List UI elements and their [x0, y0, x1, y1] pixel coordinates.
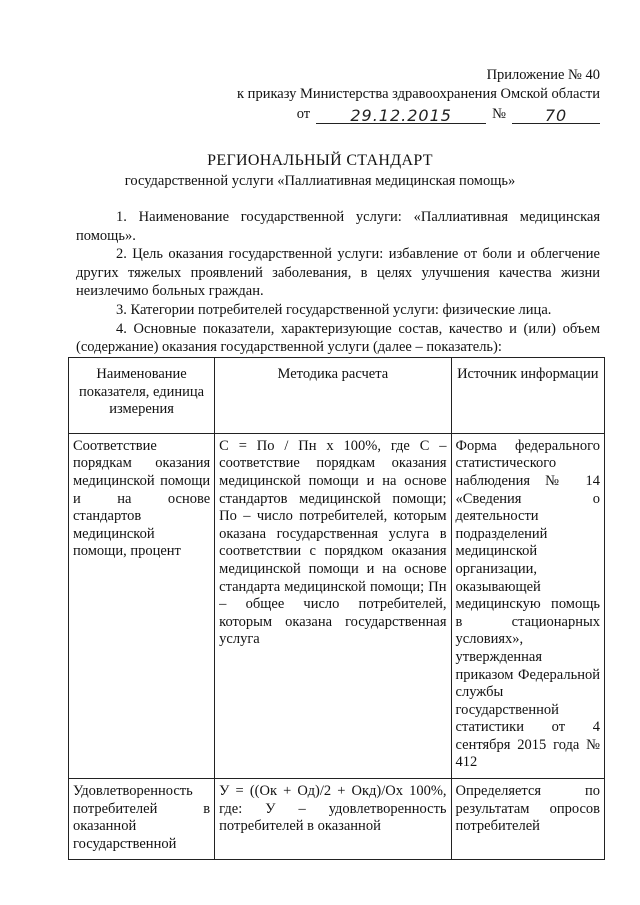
body-paragraphs — [76, 208, 600, 357]
source-cell: Определяется по результатам опросов потребителей — [451, 779, 604, 860]
header-source: Источник информации — [451, 358, 604, 434]
handwritten-order-number: 70 — [512, 106, 600, 124]
method-cell: С = По / Пн х 100%, где С – соответствие порядкам оказания медицинской помощи и на основе стандартов медицинской помощи; По – число потребителей, которым оказана государственная услуга в соответствии с порядком оказания медицинской помощи и на основе стандарта медицинской помощи; Пн – общее число потребителей, которым оказана государственная услуга — [215, 433, 451, 778]
date-prefix: от — [296, 106, 311, 122]
paragraph-2: 2. Цель оказания государственной услуги: избавление от боли и облегчение других тяжелых проявлений заболевания, в целях улучшения качества жизни неизлечимо больных граждан. — [76, 246, 600, 300]
indicator-cell: Соответствие порядкам оказания медицинской помощи и на основе стандартов медицинской помощи, процент — [69, 433, 215, 778]
document-subtitle: государственной услуги «Паллиативная медицинская помощь» — [124, 173, 516, 189]
handwritten-date: 29.12.2015 — [316, 106, 486, 124]
header-method: Методика расчета — [215, 358, 451, 434]
table-row — [69, 433, 605, 778]
table-header-row — [69, 358, 605, 434]
paragraph-3: 3. Категории потребителей государственной услуги: физические лица. — [116, 301, 552, 318]
document-title: РЕГИОНАЛЬНЫЙ СТАНДАРТ — [207, 152, 433, 169]
appendix-number: Приложение № 40 — [486, 67, 600, 83]
header-indicator: Наименование показателя, единица измерения — [69, 358, 215, 434]
order-date-number-row — [237, 105, 600, 124]
indicators-table — [68, 357, 605, 860]
order-reference: к приказу Министерства здравоохранения Омской области — [237, 86, 600, 102]
paragraph-4: 4. Основные показатели, характеризующие состав, качество и (или) объем (содержание) оказания государственной услуги (далее – показатель): — [76, 320, 600, 356]
method-cell: У = ((Ок + Од)/2 + Окд)/Ох 100%, где: У – удовлетворенность потребителей в оказанной — [215, 779, 451, 860]
indicator-cell: Удовлетворенность потребителей в оказанной государственной — [69, 779, 215, 860]
table-row — [69, 779, 605, 860]
number-prefix: № — [492, 106, 506, 122]
appendix-header — [237, 66, 600, 124]
source-cell: Форма федерального статистического наблюдения № 14 «Сведения о деятельности подразделений медицинской организации, оказывающей медицинскую помощь в стационарных условиях», утвержденная приказом Федеральной службы государственной статистики от 4 сентября 2015 года № 412 — [451, 433, 604, 778]
paragraph-1: 1. Наименование государственной услуги: «Паллиативная медицинская помощь». — [76, 209, 600, 244]
